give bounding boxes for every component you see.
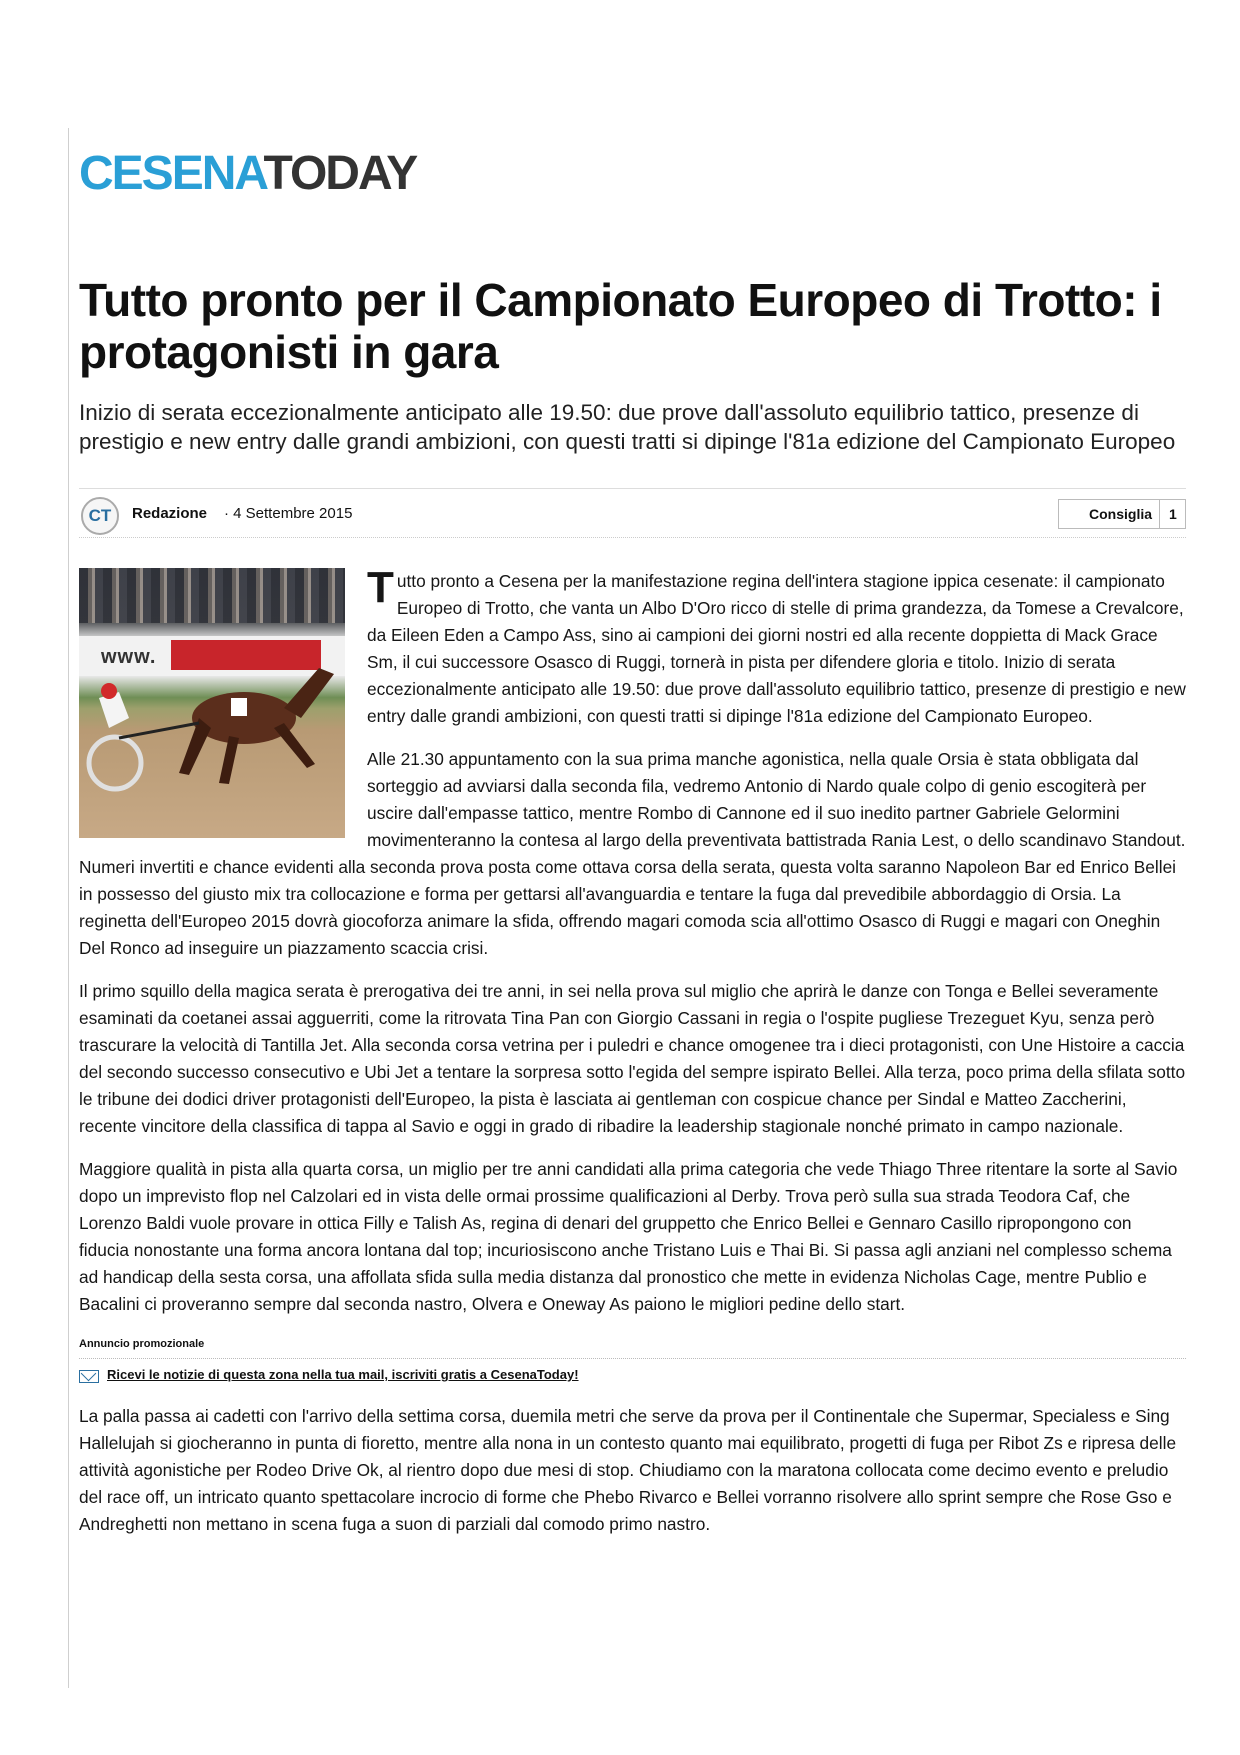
logo-part-cesena: CESENA xyxy=(79,147,264,200)
recommend-button[interactable] xyxy=(1058,499,1186,529)
page-border xyxy=(68,128,69,1688)
recommend-count: 1 xyxy=(1169,506,1177,522)
author-avatar: CT xyxy=(81,497,119,535)
article-paragraph-4: Maggiore qualità in pista alla quarta corsa, un miglio per tre anni candidati alla prima categoria che vede Thiago Three ritentare la sorte al Savio dopo un imprevisto flop nel Calzolari ed in vista delle ormai prossime qualificazioni al Derby. Trova però sulla sua strada Teodora Caf, che Lorenzo Baldi vuole provare in ottica Filly e Talish As, regina di denari del gruppetto che Enrico Bellei e Gennaro Casillo ripropongono con fiducia nonostante una forma ancora lontana dal top; incuriosiscono anche Tristano Luis e Thai Bi. Si passa agli anziani nel complesso schema ad handicap della sesta corsa, una affollata sfida sulla media distanza dal pronostico che mette in evidenza Nicholas Cage, mentre Publio e Bacalini ci proveranno sempre dal seconda nastro, Olvera e Oneway As paiono le migliori pedine dello start. xyxy=(79,1159,1178,1314)
drop-cap: T xyxy=(367,563,394,612)
recommend-label: Consiglia xyxy=(1089,506,1153,522)
ad-label: Annuncio promozionale xyxy=(79,1338,205,1350)
article-paragraph-2: Alle 21.30 appuntamento con la sua prima manche agonistica, nella quale Orsia è stata obbligata dal sorteggio ad avviarsi dalla seconda fila, vedremo Antonio di Nardo quale colpo di genio escogiterà per uscire dall'empasse tattico, mentre Rombo di Cannone ed il suo inedito partner Gabriele Gelormini movimenteranno la contesa al largo della preventivata battistrada Rania Lest, o dello scandinavo Standout. Numeri invertiti e chance evidenti alla seconda prova posta come ottava corsa della serata, questa volta saranno Napoleon Bar ed Enrico Bellei in possesso del giusto mix tra collocazione e forma per gettarsi all'avanguardia e tentare la fuga dal prevedibile abbordaggio di Orsia. La reginetta dell'Europeo 2015 dovrà giocoforza animare la sfida, offrendo magari comoda scia all'ottimo Osasco di Ruggi e magari con Oneghin Del Ronco ad inseguire un piazzamento scaccia crisi. xyxy=(79,749,1186,958)
newsletter-text: Ricevi le notizie di questa zona nella tua mail, iscriviti gratis a CesenaToday! xyxy=(107,1367,579,1382)
article-body xyxy=(79,563,1186,1318)
newsletter-signup-link[interactable] xyxy=(79,1358,1186,1389)
site-logo[interactable] xyxy=(79,147,1186,206)
article-paragraph-3: Il primo squillo della magica serata è prerogativa dei tre anni, in sei nella prova sul miglio che aprirà le danze con Tonga e Bellei severamente esaminati da coetanei assai agguerriti, come la ritrovata Tina Pan con Giorgio Cassani in regia o l'ospite pugliese Trezeguet Kyu, senza però trascurare la velocità di Tantilla Jet. Alla seconda corsa vetrina per i puledri e chance omogenee tra i dieci protagonisti, con Une Histoire a caccia del secondo successo consecutivo e Ubi Jet a tentare la sorpresa sotto l'egida del sempre ispirato Bellei. Alla terza, poco prima della sfilata sotto le tribune dei dodici driver protagonisti dell'Europeo, la pista è lasciata ai gentleman con cospicue chance per Sindal e Matteo Zaccherini, recente vincitore della classifica di tappa al Savio e oggi in grado di ribadire la leadership stagionale nonché primato in campo nazionale. xyxy=(79,981,1186,1136)
paragraph-1-text: utto pronto a Cesena per la manifestazione regina dell'intera stagione ippica cesenate: il campionato Europeo di Trotto, che vanta un Albo D'Oro ricco di stelle di prima grandezza, da Tomese a Crevalcore, da Eileen Eden a Campo Ass, sino ai campioni dei giorni nostri ed alla recente doppietta di Mack Grace Sm, il cui successore Osasco di Ruggi, tornerà in pista per difendere gloria e titolo. Inizio di serata eccezionalmente anticipato alle 19.50: due prove dall'assoluto equilibrio tattico, presenze di prestigio e new entry dalle grandi ambizioni, con questi tratti si dipinge l'81a edizione del Campionato Europeo. xyxy=(367,571,1186,726)
mail-icon xyxy=(79,1370,99,1383)
article-paragraph-5: La palla passa ai cadetti con l'arrivo della settima corsa, duemila metri che serve da prova per il Continentale che Supermar, Specialess e Sing Hallelujah si giocheranno in punta di fioretto, mentre alla nona in un contesto quanto mai equilibrato, progetti di fuga per Ribot Zs e ripresa delle attività agonistiche per Rodeo Drive Ok, al rientro dopo due mesi di stop. Chiudiamo con la maratona collocata come decimo evento e preludio del race off, un intricato quanto spettacolare incrocio di forme che Phebo Rivarco e Bellei vorranno risolvere allo sprint sempre che Rose Gso e Andreghetti non mettano in scena fuga a suon di parziali dal comodo primo nastro. xyxy=(79,1406,1177,1534)
article-meta xyxy=(79,488,1186,538)
article-photo-harness-race[interactable] xyxy=(79,568,345,838)
recommend-divider xyxy=(1159,500,1160,528)
publish-date: · 4 Settembre 2015 xyxy=(224,505,353,522)
article-title: Tutto pronto per il Campionato Europeo di Trotto: i protagonisti in gara xyxy=(79,274,1162,378)
photo-banner-text: www. xyxy=(101,646,157,668)
horse-sulky-graphic xyxy=(79,568,345,838)
author-name[interactable]: Redazione xyxy=(132,505,208,522)
article-page xyxy=(79,147,1186,1538)
logo-part-today: TODAY xyxy=(263,147,417,200)
article-subtitle: Inizio di serata eccezionalmente anticipato alle 19.50: due prove dall'assoluto equilibrio tattico, presenze di prestigio e new entry dalle grandi ambizioni, con questi tratti si dipinge l'81a edizione del Campionato Europeo xyxy=(79,400,1176,454)
